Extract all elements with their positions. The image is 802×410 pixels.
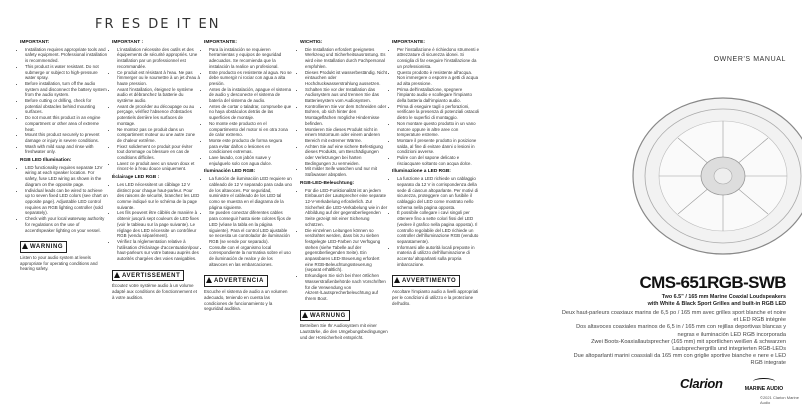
led-list <box>204 176 292 267</box>
subtitle-line: with White & Black Sport Grilles and built-in RGB LED <box>647 300 786 307</box>
subtitle-line: Two 6.5” / 165 mm Marine Coaxial Loudspeakers <box>661 294 786 300</box>
list-item: • Mount this product securely to prevent damage or injury in severe conditions. <box>25 132 108 143</box>
desc-de: Zwei Boots-Koaxiallautsprecher (165 mm) mit sportlichen weißen & schwarzen Lautsprechergrills und integrierten RGB-LEDs <box>591 338 786 353</box>
section-title: Éclairage LED RGB : <box>112 175 160 181</box>
important-list <box>112 47 200 172</box>
list-item: • Schalten Sie vor der Installation das Audiosystem aus und trennen Sie das Batteriesystem vom Audiosystem. <box>305 87 388 104</box>
list-item: • Les LED nécessitent un câblage 12 V distinct pour chaque haut-parleur. Pour des raisons de sécurité, branchez les LED comme indiqué sur le schéma de la page suivante. <box>117 182 200 211</box>
list-item: • Achten Sie auf eine sichere Befestigung dieses Produkts, um Beschädigungen oder Verletzungen bei harten Bedingungen zu vermeiden. <box>305 144 388 167</box>
warning-text: Ascoltare l'impianto audio a livelli appropriati per le condizioni di utilizzo e la protezione dell'udito. <box>392 289 479 306</box>
list-item: • Erkundigen Sie sich bei Ihrer örtlichen Wasserstraßenbehörde nach Vorschriften für die Verwendung von Akzent-/Lautsprecherbeleuchtung auf Ihrem Boot. <box>305 273 388 302</box>
section-title: WICHTIG: <box>300 40 323 45</box>
list-item: • Para la instalación se requieren herramientas y equipos de seguridad adecuados. Se recomienda que la instalación la realice un profesional. <box>209 47 292 70</box>
warning-label: AVVERTIMENTO <box>402 278 457 285</box>
list-item: • Antes de cortar o taladrar, compruebe que no haya obstáculos detrás de las superficies de montaje. <box>209 104 292 121</box>
marine-audio-text: MARINE AUDIO <box>744 386 784 392</box>
led-list <box>300 188 388 302</box>
section-title: RGB-LED-Beleuchtung: <box>300 180 355 186</box>
section-title: IMPORTANTE: <box>392 40 425 45</box>
list-item: • È possibile collegare i cavi singoli per ottenere fino a sette colori fissi del LED (vedere il grafico nella pagina opposta). Il controllo regolabile del LED richiede un controller dell'illuminazione RGB (venduto separatamente). <box>397 210 480 244</box>
list-item: • Pulire con del sapone delicato e risciacquare soltanto con acqua dolce. <box>397 155 480 166</box>
column-en <box>20 40 108 273</box>
list-item: • Avant l'installation, éteignez le système audio et débranchez la batterie du système audio. <box>117 87 200 104</box>
list-item: • Per l'installazione è richiedono strumenti e attrezzature di sicurezza idonei. Si consiglia di far eseguire l'installazione da un professionista. <box>397 47 480 70</box>
section-title: Iluminación LED RGB: <box>204 169 256 175</box>
list-item: • La función de iluminación LED requiere un cableado de 12 V separado para cada uno de los altavoces. Por seguridad, suministre el cableado de los LED tal como se muestra en el diagrama de la página siguiente. <box>209 176 292 210</box>
warning-icon <box>22 243 28 249</box>
column-fr <box>112 40 200 302</box>
warning-text: Betreiben Sie Ihr Audiosystem mit einer Lautstärke, die den Umgebungsbedingungen und der Hörsicherheit entspricht. <box>300 323 388 340</box>
desc-it: Due altoparlanti marini coassiali da 165 mm con griglie sportive bianche e nere e LED RGB integrate <box>573 353 786 367</box>
warning-icon <box>394 277 400 283</box>
list-item: • Prima dell'installazione, spegnere l'impianto audio e scollegare l'impianto della batteria dall'impianto audio. <box>397 87 480 104</box>
column-it <box>392 40 480 307</box>
list-item: • Before installation, turn off the audio system and disconnect the battery system from the audio system. <box>25 81 108 98</box>
list-item: • Do not mount this product in an engine compartment or other area of extreme heat. <box>25 115 108 132</box>
list-item: • Informarsi alle autorità locali preposte in materia di utilizzo dell'illuminazione di accento/ altoparlanti sulla propria imbarcazione. <box>397 245 480 268</box>
list-item: • Ne montez pas ce produit dans un compartiment moteur ou une autre zone de chaleur extrême. <box>117 127 200 144</box>
list-item: • Consulte con el organismo local correspondiente la normativa sobre el uso de iluminación de realce y de los altavoces en las embarcaciones. <box>209 245 292 268</box>
column-es <box>204 40 292 313</box>
led-list <box>20 165 108 233</box>
wave-icon <box>753 378 775 385</box>
list-item: • Mit milder Seife waschen und nur mit Süßwasser abspülen. <box>305 166 388 177</box>
list-item: • Avant de procéder au découpage ou au perçage, vérifiez l'absence d'obstacles potentiels derrière les surfaces de montage. <box>117 104 200 127</box>
warning-text: Listen to your audio system at levels appropriate for operating conditions and hearing safety. <box>20 254 98 272</box>
desc-fr: Deux haut-parleurs coaxiaux marins de 6,5 po / 165 mm avec grilles sport blanche et noire et LED RGB intégrée <box>561 310 786 324</box>
model-number: CMS-651RGB-SWB <box>639 273 786 292</box>
warning-label: WARNING <box>30 244 64 251</box>
list-item: • Monte este producto de forma segura para evitar daños o lesiones en condiciones extremas. <box>209 138 292 155</box>
product-subtitle <box>576 294 786 307</box>
list-item: • Non montare questo prodotto in un vano motore oppure in altre aree con temperature estreme. <box>397 121 480 138</box>
section-title: IMPORTANT: <box>20 40 50 45</box>
list-item: • Les fils peuvent être câblés de manière à obtenir jusqu'à sept couleurs de LED fixes (voir le tableau sur la page suivante). Le réglage des LED nécessite un contrôleur RGB (vendu séparément). <box>117 210 200 239</box>
list-item: • Die einzelnen Leitungen können so verdrahtet werden, dass bis zu sieben festgelegte LED-Farben zur Verfügung stehen (siehe Tabelle auf der gegenüberliegenden Seite). Ein anpassbares LED-Steuerung erfordert eine RGB-Beleuchtungssteuerung (separat erhältlich). <box>305 228 388 274</box>
list-item: • Antes de la instalación, apague el sistema de audio y desconecte el sistema de batería del sistema de audio. <box>209 87 292 104</box>
list-item: • No monte este producto en el compartimento del motor ni en otra zona de calor extremo. <box>209 121 292 138</box>
list-item: • Vérifiez la réglementation relative à l'utilisation d'éclairage d'accentuation/pour haut-parleurs sur votre bateau auprès des autorités chargées des voies navigables. <box>117 239 200 262</box>
list-item: • Check with your local waterway authority for regulations on the use of accent/speaker lighting on your vessel. <box>25 216 108 233</box>
list-item: • Wash with mild soap and rinse with freshwater only. <box>25 144 108 155</box>
cover-panel <box>561 0 802 410</box>
warning-icon <box>206 277 212 283</box>
marine-audio-logo <box>739 378 789 392</box>
desc-es: Dos altavoces coaxiales marinos de 6,5 in / 165 mm con rejillas deportivas blancas y negras e iluminación LED RGB incorporada <box>576 324 786 338</box>
language-list: FR ES DE IT EN <box>95 17 221 32</box>
warning-box <box>20 241 67 253</box>
warning-icon <box>302 312 308 318</box>
copyright: ©2021 Clarion Marine Audio <box>760 395 799 405</box>
list-item: • Für die LED-Funktionalität ist an jedem Einbauort der Lautsprecher eine separate 12-V-Verkabelung erforderlich. Zur Sicherheit die LED-Verkabelung wie in der Abbildung auf der gegenüberliegenden Seite gezeigt mit einer Sicherung schützen. <box>305 188 388 228</box>
important-list <box>300 47 388 178</box>
list-item: • Die Installation erfordert geeignetes Werkzeug und Sicherheitsausrüstung. Es wird eine Installation durch Fachpersonal empfohlen. <box>305 47 388 70</box>
warning-box <box>392 275 460 287</box>
list-item: • Dieses Produkt ist wasserbeständig. Nicht eintauchen oder Hochdruckwasserstrahlung aussetzen. <box>305 70 388 87</box>
list-item: • Fixez solidement ce produit pour éviter tout dommage ou blessure en cas de conditions difficiles. <box>117 144 200 161</box>
list-item: • Montare il presente prodotto in posizione salda, al fine di evitare danni o lesioni in condizioni avverse. <box>397 138 480 155</box>
warning-text: Écoutez votre système audio à un volume adapté aux conditions de fonctionnement et à votre audition. <box>112 283 197 300</box>
product-descriptions <box>561 310 786 368</box>
list-item: • L'installation nécessite des outils et des équipements de sécurité appropriés. Une installation par un professionnel est recommandée. <box>117 47 200 70</box>
warning-label: ADVERTENCIA <box>214 278 264 285</box>
list-item: • Individual leads can be wired to achieve up to seven fixed LED colors (see chart on opposite page). Adjustable LED control requires an RGB lighting controller (sold separately). <box>25 188 108 217</box>
list-item: • Installation requires appropriate tools and safety equipment. Professional installation is recommended. <box>25 47 108 64</box>
list-item: • Ce produit est résistant à l'eau. Ne pas l'immerger ou le soumettre à un jet d'eau à haute pression. <box>117 70 200 87</box>
list-item: • La funzione a LED richiede un cablaggio separato da 12 V in corrispondenza della sede di ciascun altoparlante. Per motivi di sicurezza, proteggere con un fusibile il cablaggio del LED come mostrato nello schema nella pagina opposta. <box>397 176 480 210</box>
list-item: • Kontrollieren Sie vor dem Schneiden oder Bohren, ob sich hinter den Montageflächen mögliche Hindernisse befinden. <box>305 104 388 127</box>
list-item: • Lavez ce produit avec un savon doux et rincez-le à l'eau douce uniquement. <box>117 161 200 172</box>
warning-label: AVERTISSEMENT <box>122 272 181 279</box>
section-title: IMPORTANTE: <box>204 40 237 45</box>
owners-manual-label: OWNER'S MANUAL <box>713 56 786 63</box>
list-item: • LED functionality requires separate 12V wiring at each speaker location. For safety, fuse LED wiring as shown in the diagram on the opposite page. <box>25 165 108 188</box>
list-item: • Before cutting or drilling, check for potential obstacles behind mounting surfaces. <box>25 98 108 115</box>
column-de <box>300 40 388 341</box>
list-item: • Montieren Sie dieses Produkt nicht in einem Motorraum oder einem anderen Bereich mit extremer Wärme. <box>305 127 388 144</box>
list-item: • Lave lavado, con jabón suave y enjuáguelo solo con agua dulce. <box>209 155 292 166</box>
section-title: IMPORTANT : <box>112 40 144 45</box>
warning-icon <box>114 272 120 278</box>
list-item: • Prima di eseguire tagli o perforazioni, verificare la presenza di potenziali ostacoli dietro le superfici di montaggio. <box>397 104 480 121</box>
led-list <box>112 182 200 262</box>
warning-text: Escuche el sistema de audio a un volumen adecuado, teniendo en cuenta las condiciones de funcionamiento y la seguridad auditiva. <box>204 289 288 312</box>
section-title: RGB LED Illumination: <box>20 158 72 164</box>
important-list <box>392 47 480 167</box>
list-item: • Se pueden conectar diferentes cables para conseguir hasta siete colores fijos de LED (véase la tabla en la página siguiente). Para el control LED ajustable se necesita un controlador de iluminación RGB (se vende por separado). <box>209 210 292 244</box>
list-item: • This product is water resistant. Do not submerge or subject to high-pressure water spray. <box>25 64 108 81</box>
warning-box <box>204 275 268 287</box>
list-item: • Questo prodotto è resistente all'acqua. Non immergere o esporre a getti di acqua ad alta pressione. <box>397 70 480 87</box>
section-title: Illuminazione a LED RGB: <box>392 169 451 175</box>
warning-box <box>112 270 184 282</box>
important-list <box>20 47 108 155</box>
led-list <box>392 176 480 267</box>
clarion-logo: Clarion <box>680 376 723 391</box>
warning-box <box>300 310 350 322</box>
speaker-image <box>613 66 802 266</box>
list-item: • Este producto es resistente al agua. No se debe sumergir ni rociar con agua a alta presión. <box>209 70 292 87</box>
important-list <box>204 47 292 167</box>
warning-label: WARNUNG <box>310 312 346 319</box>
